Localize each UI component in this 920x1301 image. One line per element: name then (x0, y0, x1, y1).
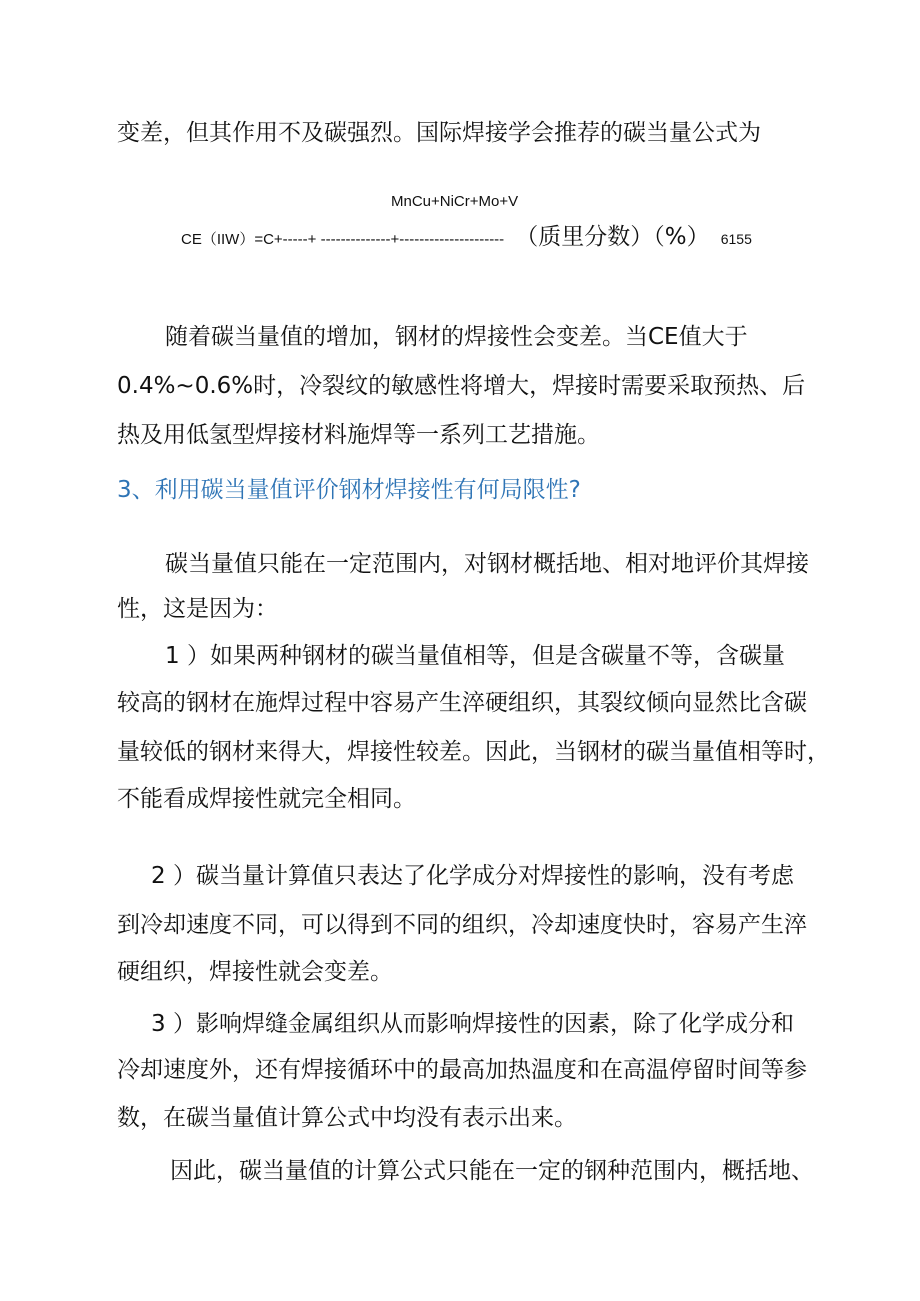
paragraph-line: 随着碳当量值的增加，钢材的焊接性会变差。当CE值大于 (165, 324, 748, 350)
paragraph-line: 性，这是因为： (117, 596, 278, 622)
formula-unit: （质里分数）（%） (515, 224, 710, 250)
paragraph-line: 0.4%~0.6%时，冷裂纹的敏感性将增大，焊接时需要采取预热、后 (117, 373, 806, 399)
conclusion-line: 因此，碳当量值的计算公式只能在一定的钢种范围内，概括地、 (170, 1158, 814, 1184)
formula-line (181, 222, 752, 255)
list-item-line: 1 ）如果两种钢材的碳当量值相等，但是含碳量不等，含碳量 (165, 643, 785, 669)
list-item-line: 不能看成焊接性就完全相同。 (117, 786, 416, 812)
formula-numerators: MnCu+NiCr+Mo+V (391, 193, 519, 210)
formula-denominators: 6155 (720, 231, 752, 247)
list-item-line: 数，在碳当量值计算公式中均没有表示出来。 (117, 1105, 577, 1131)
list-item-line: 较高的钢材在施焊过程中容易产生淬硬组织，其裂纹倾向显然比含碳 (117, 690, 807, 716)
formula-expression: CE（IIW）=C+-----+ --------------+--------------------- (181, 231, 505, 248)
list-item-line: 3 ）影响焊缝金属组织从而影响焊接性的因素，除了化学成分和 (151, 1011, 794, 1037)
list-item-line: 冷却速度外，还有焊接循环中的最高加热温度和在高温停留时间等参 (117, 1057, 807, 1083)
list-item-line: 硬组织，焊接性就会变差。 (117, 959, 393, 985)
intro-line: 变差，但其作用不及碳强烈。国际焊接学会推荐的碳当量公式为 (117, 120, 761, 146)
list-item-line: 2 ）碳当量计算值只表达了化学成分对焊接性的影响，没有考虑 (151, 863, 794, 889)
section-heading-3: 3、利用碳当量值评价钢材焊接性有何局限性? (117, 477, 581, 503)
paragraph-line: 碳当量值只能在一定范围内，对钢材概括地、相对地评价其焊接 (165, 551, 809, 577)
list-item-line: 到冷却速度不同，可以得到不同的组织，冷却速度快时，容易产生淬 (117, 912, 807, 938)
paragraph-line: 热及用低氢型焊接材料施焊等一系列工艺措施。 (117, 422, 600, 448)
list-item-line: 量较低的钢材来得大，焊接性较差。因此，当钢材的碳当量值相等时， (117, 739, 830, 765)
